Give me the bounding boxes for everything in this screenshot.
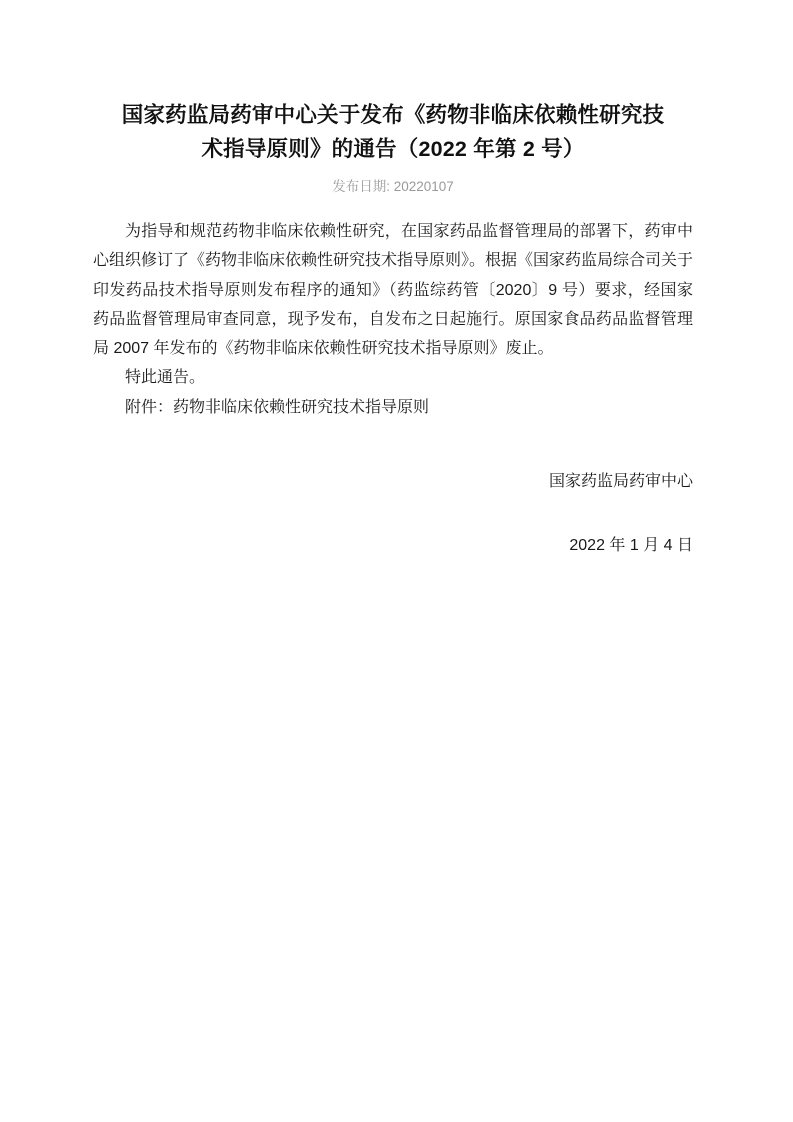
page-title-line-1: 国家药监局药审中心关于发布《药物非临床依赖性研究技 — [121, 103, 665, 127]
publish-date: 发布日期: 20220107 — [332, 179, 454, 194]
body-paragraph-main: 为指导和规范药物非临床依赖性研究，在国家药品监督管理局的部署下，药审中心组织修订了《药物非临床依赖性研究技术指导原则》。根据《国家药监局综合司关于印发药品技术指导原则发布程序的通知》（药监综药管〔2020〕9 号）要求，经国家药品监督管理局审查同意，现予发布，自发布之日起施行。原国家食品药品监督管理局 2007 年发布的《药物非临床依赖性研究技术指导原则》废止。 — [93, 223, 694, 358]
body-paragraph-attachment: 附件：药物非临床依赖性研究技术指导原则 — [125, 398, 430, 416]
signature-date: 2022 年 1 月 4 日 — [569, 537, 693, 555]
body-paragraph-notice: 特此通告。 — [125, 369, 206, 387]
signature-organization: 国家药监局药审中心 — [548, 473, 693, 491]
page-title — [93, 0, 693, 166]
page-title-line-2: 术指导原则》的通告（2022 年第 2 号） — [201, 137, 585, 161]
document-content-area — [93, 0, 693, 561]
document-body — [93, 197, 693, 422]
